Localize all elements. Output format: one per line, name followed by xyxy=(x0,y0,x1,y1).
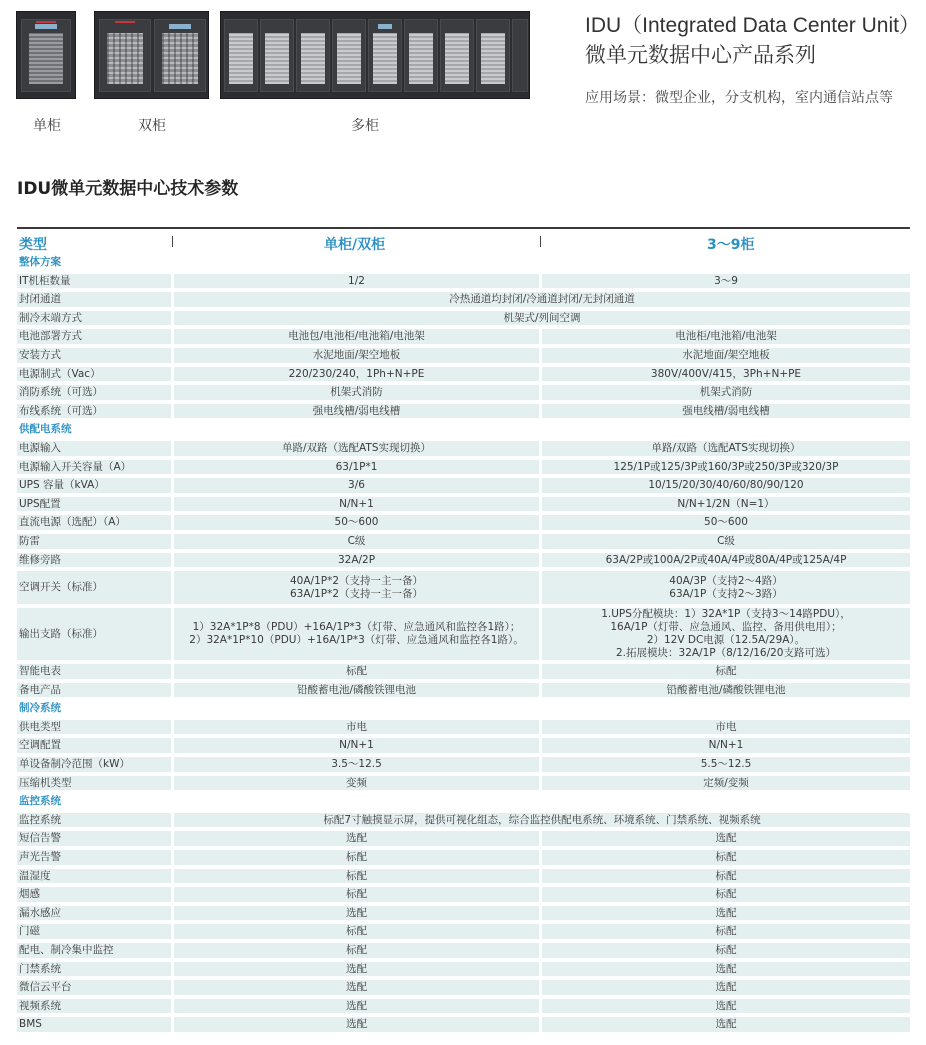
row-value-single-double: 220/230/240，1Ph+N+PE xyxy=(174,367,539,382)
value-line: 1.UPS分配模块：1）32A*1P（支持3～14路PDU）， xyxy=(601,608,851,621)
row-value-single-double: 标配 xyxy=(174,869,539,884)
row-value-multi: 电池柜/电池箱/电池架 xyxy=(542,329,910,344)
table-row xyxy=(17,978,910,997)
section-header xyxy=(17,420,910,439)
row-value-multi: 380V/400V/415，3Ph+N+PE xyxy=(542,367,910,382)
row-value-merged: 标配7寸触摸显示屏，提供可视化组态，综合监控供配电系统、环境系统、门禁系统、视频系统 xyxy=(174,813,910,828)
row-value-multi: 水泥地面/架空地板 xyxy=(542,348,910,363)
row-value-merged: 冷热通道均封闭/冷通道封闭/无封闭通道 xyxy=(174,292,910,307)
row-label: UPS配置 xyxy=(17,497,171,512)
row-label: UPS 容量（kVA） xyxy=(17,478,171,493)
row-label: 视频系统 xyxy=(17,999,171,1014)
row-value-multi: 定频/变频 xyxy=(542,776,910,791)
table-row xyxy=(17,885,910,904)
row-value-multi: N/N+1/2N（N=1） xyxy=(542,497,910,512)
row-value-multi: 选配 xyxy=(542,906,910,921)
header-divider xyxy=(540,236,541,247)
row-label: 配电、制冷集中监控 xyxy=(17,943,171,958)
row-value-single-double: 变频 xyxy=(174,776,539,791)
application-scenarios: 应用场景：微型企业，分支机构，室内通信站点等 xyxy=(585,89,893,105)
table-row xyxy=(17,774,910,793)
table-row xyxy=(17,736,910,755)
double-cabinet-image xyxy=(94,11,209,99)
row-value-multi: 10/15/20/30/40/60/80/90/120 xyxy=(542,478,910,493)
table-row xyxy=(17,383,910,402)
row-value-single-double: 单路/双路（选配ATS实现切换） xyxy=(174,441,539,456)
value-line: 2.拓展模块：32A/1P（8/12/16/20支路可选） xyxy=(616,647,836,660)
row-value-multi: 3～9 xyxy=(542,274,910,289)
value-line: 63A/1P（支持2～3路） xyxy=(669,587,783,600)
row-label: 单设备制冷范围（kW） xyxy=(17,757,171,772)
table-row xyxy=(17,439,910,458)
table-row xyxy=(17,346,910,365)
value-line: 16A/1P（灯带、应急通风、监控、备用供电用）； xyxy=(610,621,842,634)
row-label: 温湿度 xyxy=(17,869,171,884)
row-label: 电源输入 xyxy=(17,441,171,456)
table-row xyxy=(17,662,910,681)
row-value-multi: 选配 xyxy=(542,962,910,977)
row-value-multi: 标配 xyxy=(542,924,910,939)
section-label: 制冷系统 xyxy=(19,702,61,715)
row-label: BMS xyxy=(17,1017,171,1032)
table-row xyxy=(17,458,910,477)
row-label: 电源制式（Vac） xyxy=(17,367,171,382)
row-value-multi: 标配 xyxy=(542,869,910,884)
single-cabinet-image xyxy=(16,11,76,99)
table-row xyxy=(17,513,910,532)
cabinet-label-single: 单柜 xyxy=(33,118,61,134)
row-value-multi: C级 xyxy=(542,534,910,549)
row-value-single-double: N/N+1 xyxy=(174,497,539,512)
row-value-multi: 标配 xyxy=(542,943,910,958)
section-label: 供配电系统 xyxy=(19,423,72,436)
value-line: 2）12V DC电源（12.5A/29A）。 xyxy=(646,634,806,647)
row-value-single-double: 选配 xyxy=(174,1017,539,1032)
row-value-multi: 机架式消防 xyxy=(542,385,910,400)
table-row xyxy=(17,867,910,886)
row-label: 漏水感应 xyxy=(17,906,171,921)
row-value-single-double: 32A/2P xyxy=(174,553,539,568)
row-value-single-double: 市电 xyxy=(174,720,539,735)
row-label: 短信告警 xyxy=(17,831,171,846)
spec-section-title: IDU微单元数据中心技术参数 xyxy=(17,179,239,199)
row-value-single-double: 机架式消防 xyxy=(174,385,539,400)
value-line: 63A/1P*2（支持一主一备） xyxy=(289,587,424,600)
table-row xyxy=(17,290,910,309)
row-value-single-double: C级 xyxy=(174,534,539,549)
row-value-multi: N/N+1 xyxy=(542,738,910,753)
row-value-single-double: 选配 xyxy=(174,999,539,1014)
row-value-multi: 强电线槽/弱电线槽 xyxy=(542,404,910,419)
table-row xyxy=(17,1015,910,1034)
row-value-single-double: 选配 xyxy=(174,962,539,977)
row-value-single-double: 标配 xyxy=(174,943,539,958)
row-label: 制冷末端方式 xyxy=(17,311,171,326)
table-row xyxy=(17,309,910,328)
row-value-single-double: 铅酸蓄电池/磷酸铁锂电池 xyxy=(174,683,539,698)
table-row xyxy=(17,402,910,421)
row-value-single-double: 标配 xyxy=(174,887,539,902)
row-label: 直流电源（选配）（A） xyxy=(17,515,171,530)
row-value-multi: 63A/2P或100A/2P或40A/4P或80A/4P或125A/4P xyxy=(542,553,910,568)
row-value-multi: 5.5～12.5 xyxy=(542,757,910,772)
table-row xyxy=(17,755,910,774)
table-row xyxy=(17,811,910,830)
row-label: 供电类型 xyxy=(17,720,171,735)
row-value-multi: 单路/双路（选配ATS实现切换） xyxy=(542,441,910,456)
table-row xyxy=(17,829,910,848)
row-value-multi: 125/1P或125/3P或160/3P或250/3P或320/3P xyxy=(542,460,910,475)
table-row xyxy=(17,495,910,514)
header-divider xyxy=(172,236,173,247)
product-title-en: IDU（Integrated Data Center Unit） xyxy=(585,14,920,37)
section-header xyxy=(17,792,910,811)
header-single-double: 单柜/双柜 xyxy=(324,237,386,253)
value-line: 2）32A*1P*10（PDU）+16A/1P*3（灯带、应急通风和监控各1路）。 xyxy=(189,634,524,647)
row-value-single-double xyxy=(174,608,539,660)
table-row xyxy=(17,941,910,960)
product-title-cn: 微单元数据中心产品系列 xyxy=(585,44,816,67)
row-value-single-double: 标配 xyxy=(174,664,539,679)
row-value-single-double: 3.5～12.5 xyxy=(174,757,539,772)
row-value-multi: 标配 xyxy=(542,887,910,902)
table-row xyxy=(17,476,910,495)
row-value-multi: 选配 xyxy=(542,831,910,846)
row-value-multi xyxy=(542,608,910,660)
row-label: 声光告警 xyxy=(17,850,171,865)
row-value-single-double: N/N+1 xyxy=(174,738,539,753)
row-value-single-double: 电池包/电池柜/电池箱/电池架 xyxy=(174,329,539,344)
row-label: 监控系统 xyxy=(17,813,171,828)
row-value-single-double: 3/6 xyxy=(174,478,539,493)
multi-cabinet-image xyxy=(220,11,530,99)
row-value-single-double: 选配 xyxy=(174,831,539,846)
table-row xyxy=(17,904,910,923)
row-value-single-double: 选配 xyxy=(174,980,539,995)
table-row xyxy=(17,718,910,737)
row-value-single-double: 标配 xyxy=(174,850,539,865)
row-label: 维修旁路 xyxy=(17,553,171,568)
row-value-single-double: 水泥地面/架空地板 xyxy=(174,348,539,363)
row-value-multi: 选配 xyxy=(542,1017,910,1032)
row-value-single-double: 63/1P*1 xyxy=(174,460,539,475)
cabinet-label-double: 双柜 xyxy=(138,118,166,134)
row-value-multi: 50～600 xyxy=(542,515,910,530)
table-row xyxy=(17,272,910,291)
row-label: 消防系统（可选） xyxy=(17,385,171,400)
table-row xyxy=(17,681,910,700)
row-label: IT机柜数量 xyxy=(17,274,171,289)
table-body xyxy=(17,253,910,1034)
table-row xyxy=(17,922,910,941)
row-value-single-double: 标配 xyxy=(174,924,539,939)
row-value-multi: 选配 xyxy=(542,999,910,1014)
table-row xyxy=(17,606,910,662)
value-line: 40A/1P*2（支持一主一备） xyxy=(289,574,424,587)
row-label: 电池部署方式 xyxy=(17,329,171,344)
table-row xyxy=(17,997,910,1016)
row-label: 电源输入开关容量（A） xyxy=(17,460,171,475)
row-label: 布线系统（可选） xyxy=(17,404,171,419)
table-row xyxy=(17,365,910,384)
cabinet-label-multi: 多柜 xyxy=(351,118,379,134)
row-label: 压缩机类型 xyxy=(17,776,171,791)
row-value-multi: 标配 xyxy=(542,664,910,679)
table-row xyxy=(17,551,910,570)
row-label: 备电产品 xyxy=(17,683,171,698)
table-header xyxy=(17,229,910,253)
row-label: 空调配置 xyxy=(17,738,171,753)
row-label: 封闭通道 xyxy=(17,292,171,307)
table-row xyxy=(17,960,910,979)
section-header xyxy=(17,253,910,272)
row-label: 空调开关（标准） xyxy=(17,571,171,604)
table-row xyxy=(17,848,910,867)
row-label: 输出支路（标准） xyxy=(17,608,171,660)
row-label: 微信云平台 xyxy=(17,980,171,995)
row-label: 门禁系统 xyxy=(17,962,171,977)
table-row xyxy=(17,569,910,606)
spec-table xyxy=(17,227,910,1034)
header-type: 类型 xyxy=(19,237,47,253)
row-value-multi: 标配 xyxy=(542,850,910,865)
row-value-single-double: 强电线槽/弱电线槽 xyxy=(174,404,539,419)
row-label: 门磁 xyxy=(17,924,171,939)
row-label: 安装方式 xyxy=(17,348,171,363)
table-row xyxy=(17,327,910,346)
row-label: 防雷 xyxy=(17,534,171,549)
value-line: 40A/3P（支持2～4路） xyxy=(669,574,783,587)
row-value-single-double: 1/2 xyxy=(174,274,539,289)
row-label: 智能电表 xyxy=(17,664,171,679)
row-value-single-double: 选配 xyxy=(174,906,539,921)
row-value-multi: 选配 xyxy=(542,980,910,995)
value-line: 1）32A*1P*8（PDU）+16A/1P*3（灯带、应急通风和监控各1路）； xyxy=(192,621,521,634)
row-value-single-double: 50～600 xyxy=(174,515,539,530)
section-header xyxy=(17,699,910,718)
table-row xyxy=(17,532,910,551)
section-label: 整体方案 xyxy=(19,256,61,268)
section-label: 监控系统 xyxy=(19,795,61,808)
row-value-multi: 市电 xyxy=(542,720,910,735)
row-value-multi xyxy=(542,571,910,604)
row-value-multi: 铅酸蓄电池/磷酸铁锂电池 xyxy=(542,683,910,698)
row-label: 烟感 xyxy=(17,887,171,902)
row-value-merged: 机架式/列间空调 xyxy=(174,311,910,326)
header-multi: 3～9柜 xyxy=(707,237,755,253)
row-value-single-double xyxy=(174,571,539,604)
